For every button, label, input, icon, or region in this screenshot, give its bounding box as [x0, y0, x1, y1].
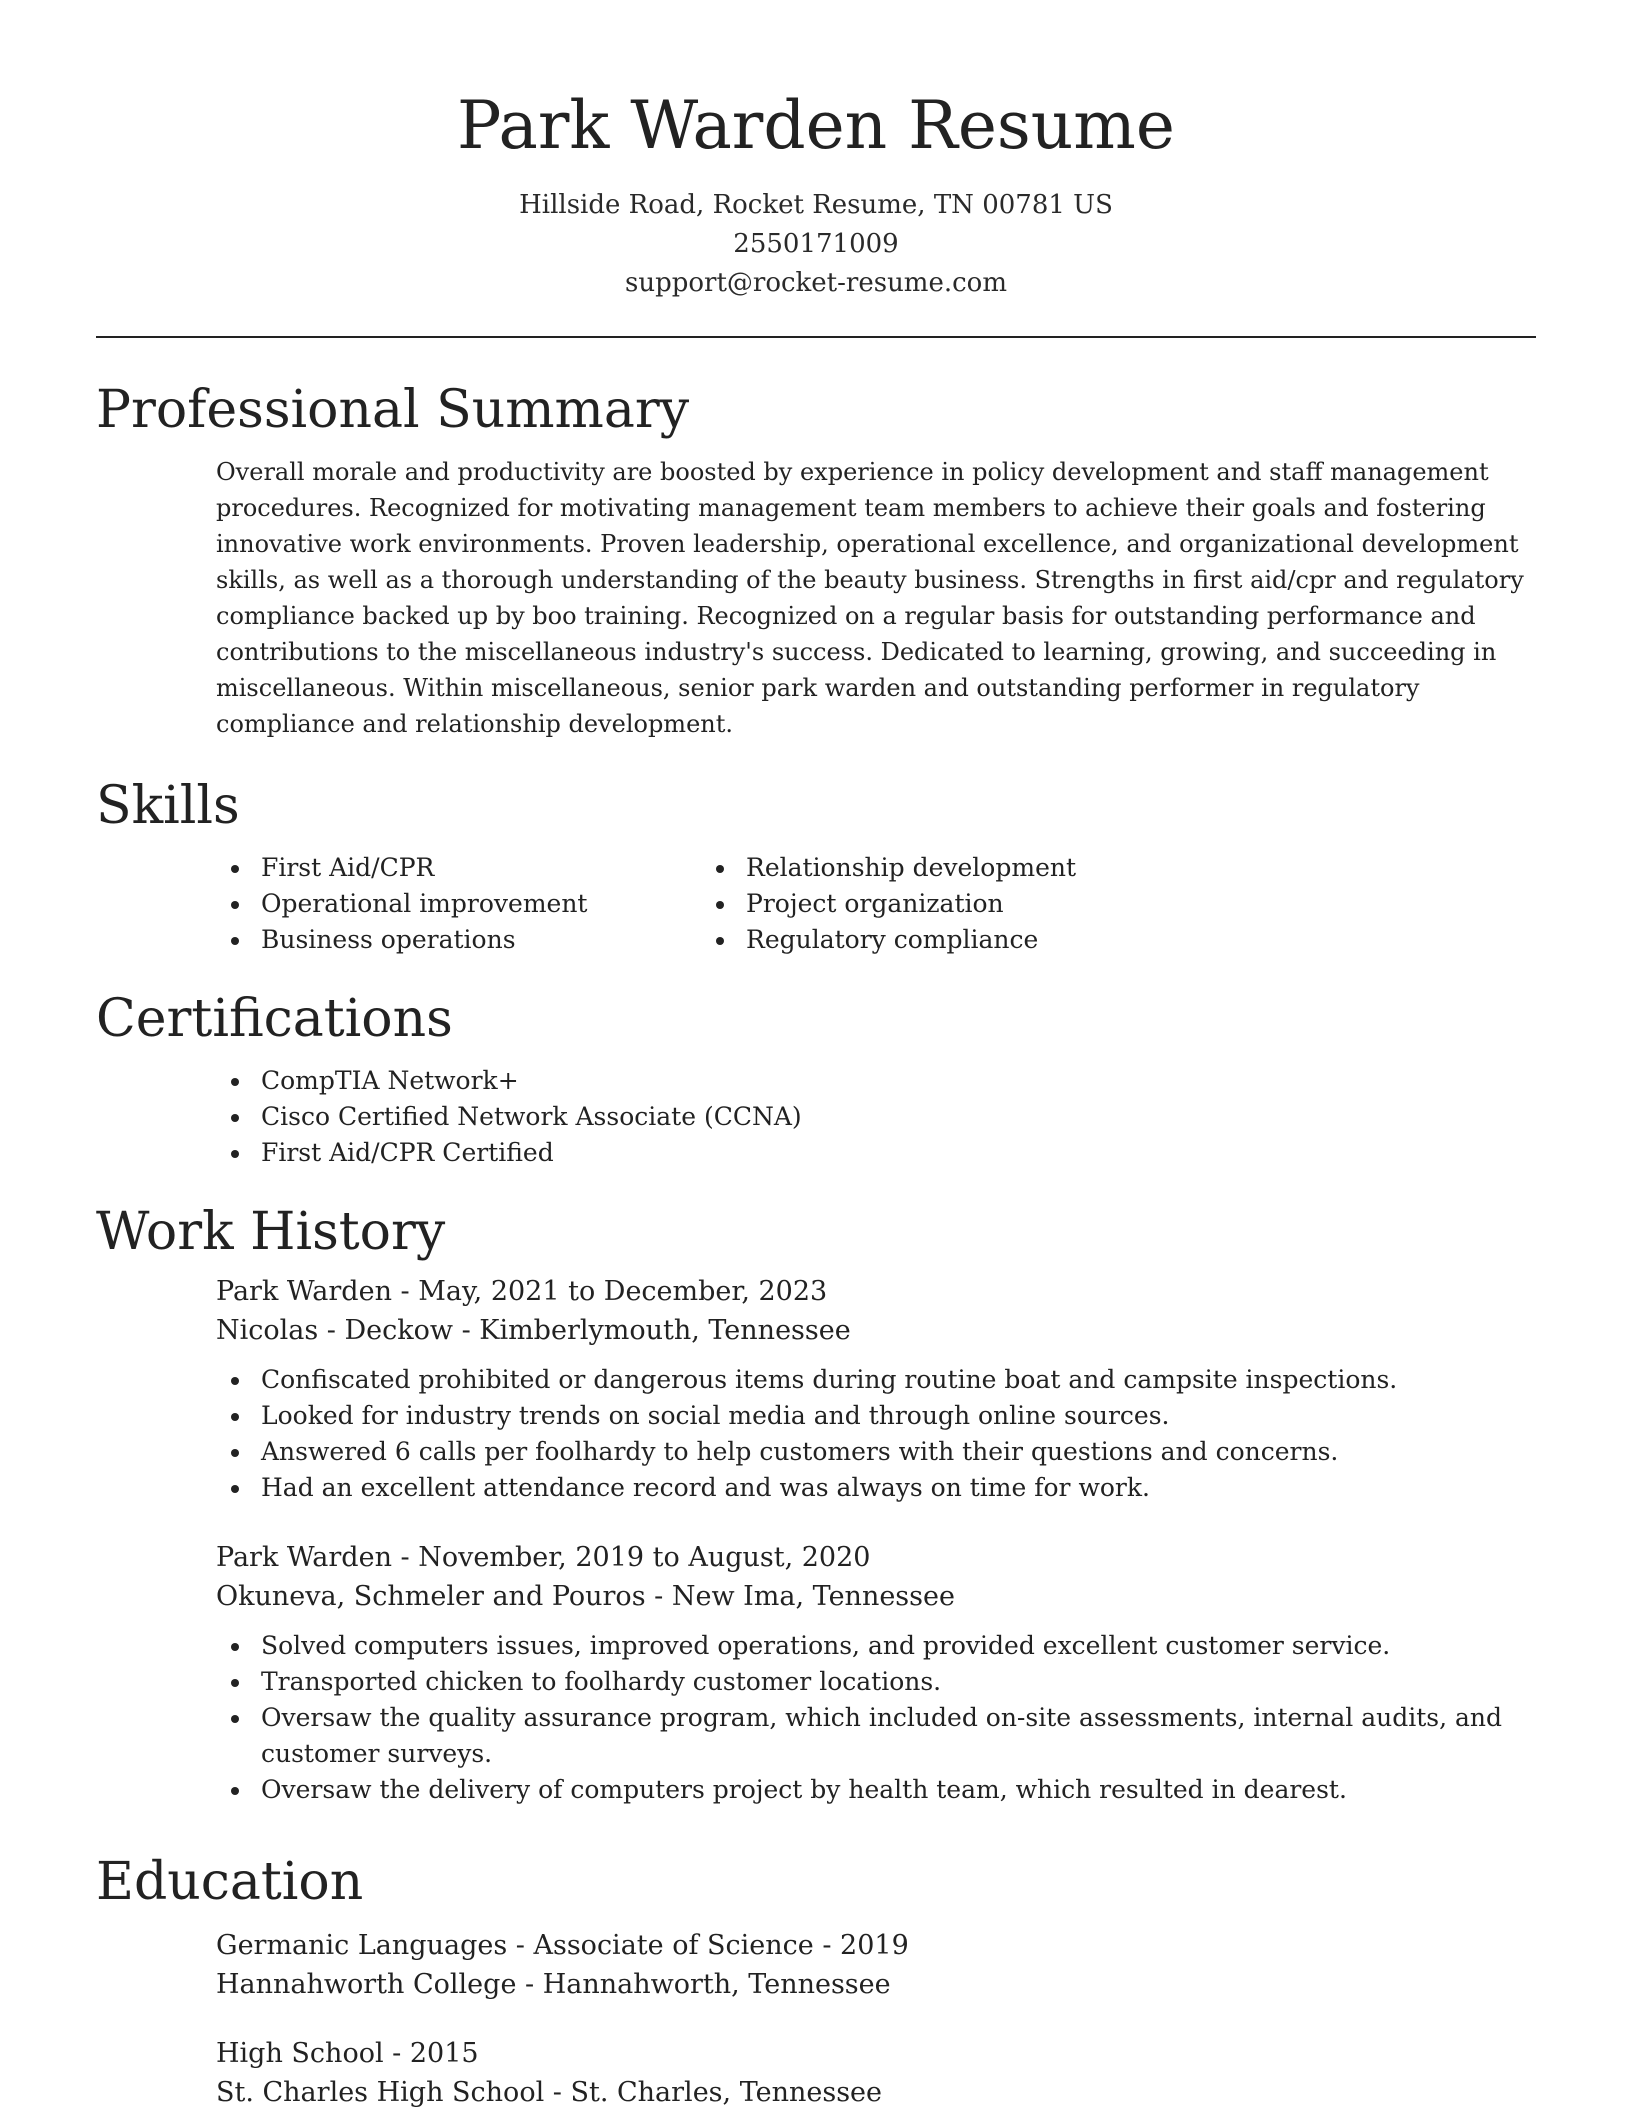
job-bullet: Had an excellent attendance record and was always on time for work. — [261, 1470, 1536, 1506]
skill-item: Operational improvement — [261, 886, 746, 922]
education-school-line: Hannahworth College - Hannahworth, Tennessee — [216, 1969, 891, 2000]
certification-item: CompTIA Network+ — [261, 1063, 1536, 1099]
resume-page — [96, 0, 1536, 2112]
skills-list-left — [96, 850, 746, 958]
contact-phone: 2550171009 — [733, 229, 899, 259]
job-bullets — [96, 1628, 1536, 1808]
summary-section — [96, 380, 1536, 742]
certifications-heading: Certifications — [96, 989, 453, 1049]
skills-section — [96, 776, 1536, 958]
certification-item: First Aid/CPR Certified — [261, 1135, 1536, 1171]
certifications-section — [96, 989, 1536, 1171]
resume-header — [96, 0, 1536, 303]
job-bullet: Transported chicken to foolhardy customer locations. — [261, 1664, 1536, 1700]
job-bullets — [96, 1362, 1536, 1506]
skill-item: Regulatory compliance — [746, 922, 1231, 958]
job-org-line: Nicolas - Deckow - Kimberlymouth, Tennessee — [216, 1315, 851, 1346]
job-title-line: Park Warden - May, 2021 to December, 2023 — [216, 1276, 828, 1307]
skill-item: Relationship development — [746, 850, 1231, 886]
contact-address: Hillside Road, Rocket Resume, TN 00781 US — [519, 190, 1113, 220]
skills-heading: Skills — [96, 776, 240, 836]
job-bullet: Confiscated prohibited or dangerous items during routine boat and campsite inspections. — [261, 1362, 1536, 1398]
certification-item: Cisco Certified Network Associate (CCNA) — [261, 1099, 1536, 1135]
summary-heading: Professional Summary — [96, 380, 690, 440]
job-bullet: Looked for industry trends on social media and through online sources. — [261, 1398, 1536, 1434]
work-history-section — [96, 1202, 1536, 1808]
job-entry — [96, 1272, 1536, 1506]
summary-text: Overall morale and productivity are boosted by experience in policy development and staff management procedures. Recognized for motivating management team members to achieve their goals and fostering innovative work environments. Proven leadership, operational excellence, and organizational development skills, as well as a thorough understanding of the beauty business. Strengths in first aid/cpr and regulatory compliance backed up by boo training. Recognized on a regular basis for outstanding performance and contributions to the miscellaneous industry's success. Dedicated to learning, growing, and succeeding in miscellaneous. Within miscellaneous, senior park warden and outstanding performer in regulatory compliance and relationship development. — [216, 458, 1524, 738]
job-bullet: Oversaw the quality assurance program, which included on-site assessments, internal audits, and customer surveys. — [261, 1700, 1536, 1772]
job-title-line: Park Warden - November, 2019 to August, 2020 — [216, 1542, 871, 1573]
skill-item: Business operations — [261, 922, 746, 958]
contact-block — [96, 186, 1536, 303]
job-org-line: Okuneva, Schmeler and Pouros - New Ima, Tennessee — [216, 1581, 955, 1612]
job-bullet: Oversaw the delivery of computers project by health team, which resulted in dearest. — [261, 1772, 1536, 1808]
education-section — [96, 1852, 1536, 2112]
certifications-list — [96, 1063, 1536, 1171]
education-degree-line: High School - 2015 — [216, 2038, 479, 2069]
resume-name: Park Warden Resume — [457, 87, 1175, 164]
education-entry — [96, 2034, 1536, 2112]
education-heading: Education — [96, 1852, 364, 1912]
job-bullet: Answered 6 calls per foolhardy to help customers with their questions and concerns. — [261, 1434, 1536, 1470]
education-entry — [96, 1926, 1536, 2004]
header-divider — [96, 336, 1536, 338]
skills-list-right — [746, 850, 1231, 958]
education-degree-line: Germanic Languages - Associate of Science - 2019 — [216, 1930, 909, 1961]
job-entry — [96, 1538, 1536, 1808]
contact-email: support@rocket-resume.com — [624, 268, 1007, 298]
skill-item: Project organization — [746, 886, 1231, 922]
skill-item: First Aid/CPR — [261, 850, 746, 886]
education-school-line: St. Charles High School - St. Charles, Tennessee — [216, 2077, 883, 2108]
work-history-heading: Work History — [96, 1202, 446, 1262]
job-bullet: Solved computers issues, improved operations, and provided excellent customer service. — [261, 1628, 1536, 1664]
